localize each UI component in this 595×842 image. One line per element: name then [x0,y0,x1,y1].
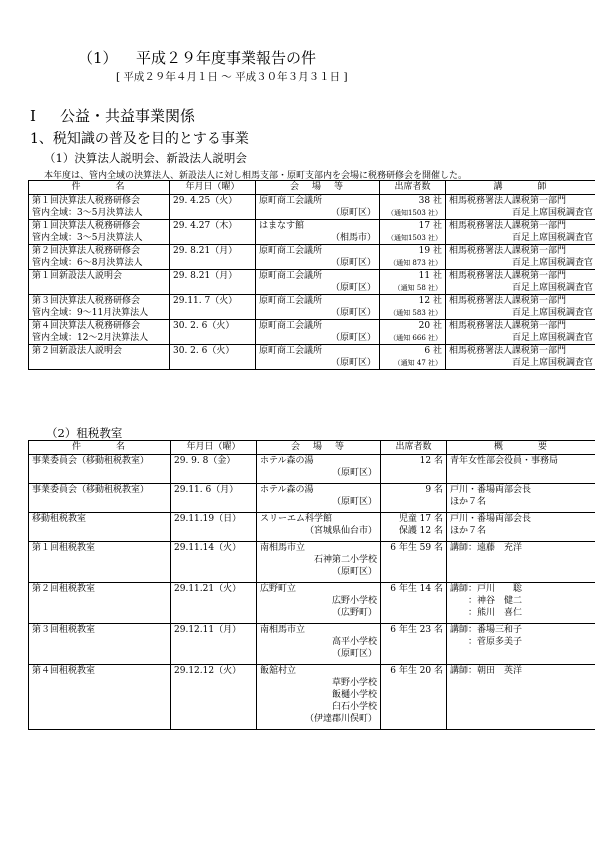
col-header-date: 年月日（曜） [171,441,257,455]
class-name-cell: 事業委員会（移動租税教室） [29,484,171,513]
attendance-line: 6 年生 59 名 [390,543,443,553]
venue-area: （原町区） [330,283,376,293]
venue-line: （原町区） [331,497,377,507]
notified-count: （通知 583 社） [389,309,442,317]
lecturer-office: 相馬税務署法人課税第一部門 [449,346,567,356]
col-header-lecturer: 講 師 [446,181,595,195]
chapter-number: Ⅰ [30,107,36,125]
venue-line: スリーエム科学館 [260,514,333,524]
table-row [29,455,595,484]
lecturer-cell [446,220,595,245]
lecturer-office: 相馬税務署法人課税第一部門 [449,321,567,331]
seminar-scope: 管内全域：3〜5月決算法人 [32,233,143,243]
class-name-cell: 第１回租税教室 [29,542,171,583]
seminar-name-cell [29,270,170,295]
attendance-line: 児童 17 名 [398,514,443,524]
summary-cell [447,665,595,730]
venue-cell [257,542,381,583]
venue-line: （広野町） [331,608,377,618]
date-cell: 30. 2. 6（火） [170,345,256,370]
col-header-attendance: 出席者数 [381,441,447,455]
venue-line: （原町区） [331,468,377,478]
lecturer-title: 百足上席国税調査官 [511,233,593,243]
venue-name: 原町商工会議所 [259,196,323,206]
attendance-cell [380,345,446,370]
venue-line: ホテル森の湯 [260,456,314,466]
lecturer-cell [446,270,595,295]
attendance-count: 19 社 [418,246,442,256]
venue-line: 飯樋小学校 [331,690,377,700]
seminar-scope: 管内全域：3〜5月決算法人 [32,208,143,218]
venue-cell [256,270,380,295]
venue-name: 原町商工会議所 [259,346,323,356]
summary-line: ：神谷 健二 [450,596,523,606]
seminar-table [28,180,595,370]
table-row [29,270,595,295]
venue-line: 草野小学校 [331,678,377,688]
intro-text: 本年度は、管内全域の決算法人、新設法人に対し相馬支部・原町支部内を会場に税務研修会を開催した。 [44,171,468,181]
lecturer-cell [446,345,595,370]
tax-class-table [28,440,595,730]
lecturer-office: 相馬税務署法人課税第一部門 [449,196,567,206]
venue-area: （原町区） [330,308,376,318]
col-header-name: 件 名 [29,441,171,455]
attendance-cell [380,195,446,220]
summary-cell [447,624,595,665]
summary-cell [447,542,595,583]
date-cell: 29. 4.25（火） [170,195,256,220]
col-header-date: 年月日（曜） [170,181,256,195]
attendance-count: 17 社 [418,221,442,231]
attendance-count: 38 社 [418,196,442,206]
venue-cell [256,295,380,320]
venue-cell [256,220,380,245]
summary-line: 講師：遠藤 充洋 [450,543,523,553]
venue-name: 原町商工会議所 [259,296,323,306]
venue-cell [257,455,381,484]
seminar-name-cell [29,245,170,270]
attendance-line: 6 年生 23 名 [390,625,443,635]
notified-count: （通知 58 社） [393,284,442,292]
attendance-count: 11 社 [418,271,442,281]
date-cell: 29.12.12（火） [171,665,257,730]
notified-count: （通知 666 社） [389,334,442,342]
summary-cell [447,455,595,484]
date-cell: 29.11. 7（火） [170,295,256,320]
venue-cell [256,245,380,270]
attendance-line: 6 年生 14 名 [390,584,443,594]
lecturer-title: 百足上席国税調査官 [511,358,593,368]
col-header-venue: 会 場 等 [256,181,380,195]
venue-area: （相馬市） [330,233,376,243]
summary-cell [447,484,595,513]
venue-line: （伊達郡川俣町） [304,714,377,724]
venue-line: 高平小学校 [331,637,377,647]
seminar-table-header [29,181,595,195]
venue-cell [257,513,381,542]
report-number: （1） [78,49,118,67]
venue-name: 原町商工会議所 [259,321,323,331]
summary-cell [447,513,595,542]
venue-line: 石神第二小学校 [313,555,377,565]
venue-line: （宮城県仙台市） [304,526,377,536]
seminar-name: 第４回決算法人税務研修会 [32,321,141,331]
lecturer-office: 相馬税務署法人課税第一部門 [449,221,567,231]
seminar-name-cell [29,345,170,370]
summary-line: ：菅原多美子 [450,637,523,647]
subsection-heading-1: （1）決算法人説明会、新設法人説明会 [44,151,247,165]
lecturer-office: 相馬税務署法人課税第一部門 [449,246,567,256]
venue-line: 広野町立 [260,584,297,594]
subsection-heading-2: （2）租税教室 [46,426,123,440]
summary-line: 講師：朝田 英洋 [450,666,523,676]
venue-area: （原町区） [330,333,376,343]
lecturer-cell [446,295,595,320]
lecturer-cell [446,245,595,270]
class-name-cell: 第２回租税教室 [29,583,171,624]
attendance-cell [380,220,446,245]
table-row [29,484,595,513]
date-cell: 29. 4.27（木） [170,220,256,245]
venue-name: はまなす館 [259,221,305,231]
attendance-cell [381,665,447,730]
notified-count: （通知1503 社） [386,234,442,242]
summary-cell [447,583,595,624]
attendance-line: 12 名 [419,456,443,466]
date-cell: 29. 8.21（月） [170,270,256,295]
attendance-cell [381,583,447,624]
summary-line: 戸川・番場両部会長 [450,485,532,495]
attendance-line: 保護 12 名 [398,526,443,536]
date-cell: 29.11.21（火） [171,583,257,624]
col-header-venue: 会 場 等 [257,441,381,455]
attendance-count: 6 社 [424,346,442,356]
attendance-cell [381,542,447,583]
attendance-cell [381,513,447,542]
summary-line: 講師：戸川 聡 [450,584,523,594]
table-row [29,220,595,245]
class-name-cell: 移動租税教室 [29,513,171,542]
venue-area: （原町区） [330,208,376,218]
attendance-cell [381,455,447,484]
attendance-cell [380,270,446,295]
venue-line: （原町区） [331,649,377,659]
lecturer-title: 百足上席国税調査官 [511,333,593,343]
seminar-name: 第１回決算法人税務研修会 [32,221,141,231]
summary-line: 青年女性部会役員・事務局 [450,456,559,466]
table-row [29,320,595,345]
venue-name: 原町商工会議所 [259,271,323,281]
table-row [29,345,595,370]
seminar-name: 第２回新設法人説明会 [32,346,123,356]
attendance-cell [380,295,446,320]
venue-line: 飯舘村立 [260,666,297,676]
summary-line: ほか７名 [450,497,487,507]
lecturer-cell [446,195,595,220]
attendance-count: 20 社 [418,321,442,331]
seminar-name: 第２回決算法人税務研修会 [32,246,141,256]
attendance-cell [381,484,447,513]
lecturer-office: 相馬税務署法人課税第一部門 [449,296,567,306]
attendance-count: 12 社 [418,296,442,306]
attendance-line: 6 年生 20 名 [390,666,443,676]
date-cell: 29. 9. 8（金） [171,455,257,484]
date-cell: 29.12.11（月） [171,624,257,665]
venue-line: 臼石小学校 [331,702,377,712]
seminar-name-cell [29,220,170,245]
lecturer-title: 百足上席国税調査官 [511,208,593,218]
notified-count: （通知1503 社） [386,209,442,217]
seminar-scope: 管内全域：6〜8月決算法人 [32,258,143,268]
date-cell: 29.11.19（日） [171,513,257,542]
venue-cell [256,345,380,370]
attendance-cell [380,245,446,270]
venue-line: 南相馬市立 [260,543,306,553]
report-title-text: 平成２９年度事業報告の件 [136,49,317,67]
summary-line: 戸川・番場両部会長 [450,514,532,524]
report-period: [ 平成２９年４月１日 〜 平成３０年３月３１日 ] [116,71,348,83]
venue-cell [256,195,380,220]
section-heading: 1、税知識の普及を目的とする事業 [30,131,249,147]
table-row [29,245,595,270]
seminar-name: 第１回決算法人税務研修会 [32,196,141,206]
lecturer-office: 相馬税務署法人課税第一部門 [449,271,567,281]
venue-area: （原町区） [330,258,376,268]
date-cell: 29. 8.21（月） [170,245,256,270]
date-cell: 29.11. 6（月） [171,484,257,513]
chapter-heading [30,105,195,126]
venue-cell [256,320,380,345]
chapter-title: 公益・共益事業関係 [60,107,196,125]
seminar-name-cell [29,320,170,345]
seminar-name: 第１回新設法人説明会 [32,271,123,281]
venue-cell [257,665,381,730]
venue-cell [257,484,381,513]
lecturer-title: 百足上席国税調査官 [511,308,593,318]
attendance-cell [380,320,446,345]
date-cell: 30. 2. 6（火） [170,320,256,345]
venue-cell [257,583,381,624]
report-title [78,47,316,68]
table-row [29,513,595,542]
seminar-scope: 管内全域：12〜2月決算法人 [32,333,149,343]
notified-count: （通知 47 社） [393,359,442,367]
seminar-name-cell [29,295,170,320]
col-header-name: 件 名 [29,181,170,195]
table-row [29,624,595,665]
class-name-cell: 第４回租税教室 [29,665,171,730]
notified-count: （通知 873 社） [389,259,442,267]
col-header-attendance: 出席者数 [380,181,446,195]
date-cell: 29.11.14（火） [171,542,257,583]
seminar-name: 第３回決算法人税務研修会 [32,296,141,306]
seminar-name-cell [29,195,170,220]
venue-name: 原町商工会議所 [259,246,323,256]
class-name-cell: 事業委員会（移動租税教室） [29,455,171,484]
venue-cell [257,624,381,665]
summary-line: 講師：番場三和子 [450,625,523,635]
venue-line: 南相馬市立 [260,625,306,635]
attendance-line: 9 名 [425,485,443,495]
tax-class-table-header [29,441,595,455]
venue-area: （原町区） [330,358,376,368]
lecturer-title: 百足上席国税調査官 [511,258,593,268]
table-row [29,542,595,583]
class-name-cell: 第３回租税教室 [29,624,171,665]
table-row [29,665,595,730]
col-header-summary: 概 要 [447,441,595,455]
summary-line: ：熊川 喜仁 [450,608,523,618]
venue-line: ホテル森の湯 [260,485,314,495]
summary-line: ほか７名 [450,526,487,536]
lecturer-title: 百足上席国税調査官 [511,283,593,293]
attendance-cell [381,624,447,665]
venue-line: （原町区） [331,567,377,577]
table-row [29,583,595,624]
table-row [29,195,595,220]
venue-line: 広野小学校 [331,596,377,606]
seminar-scope: 管内全域：9〜11月決算法人 [32,308,149,318]
lecturer-cell [446,320,595,345]
table-row [29,295,595,320]
